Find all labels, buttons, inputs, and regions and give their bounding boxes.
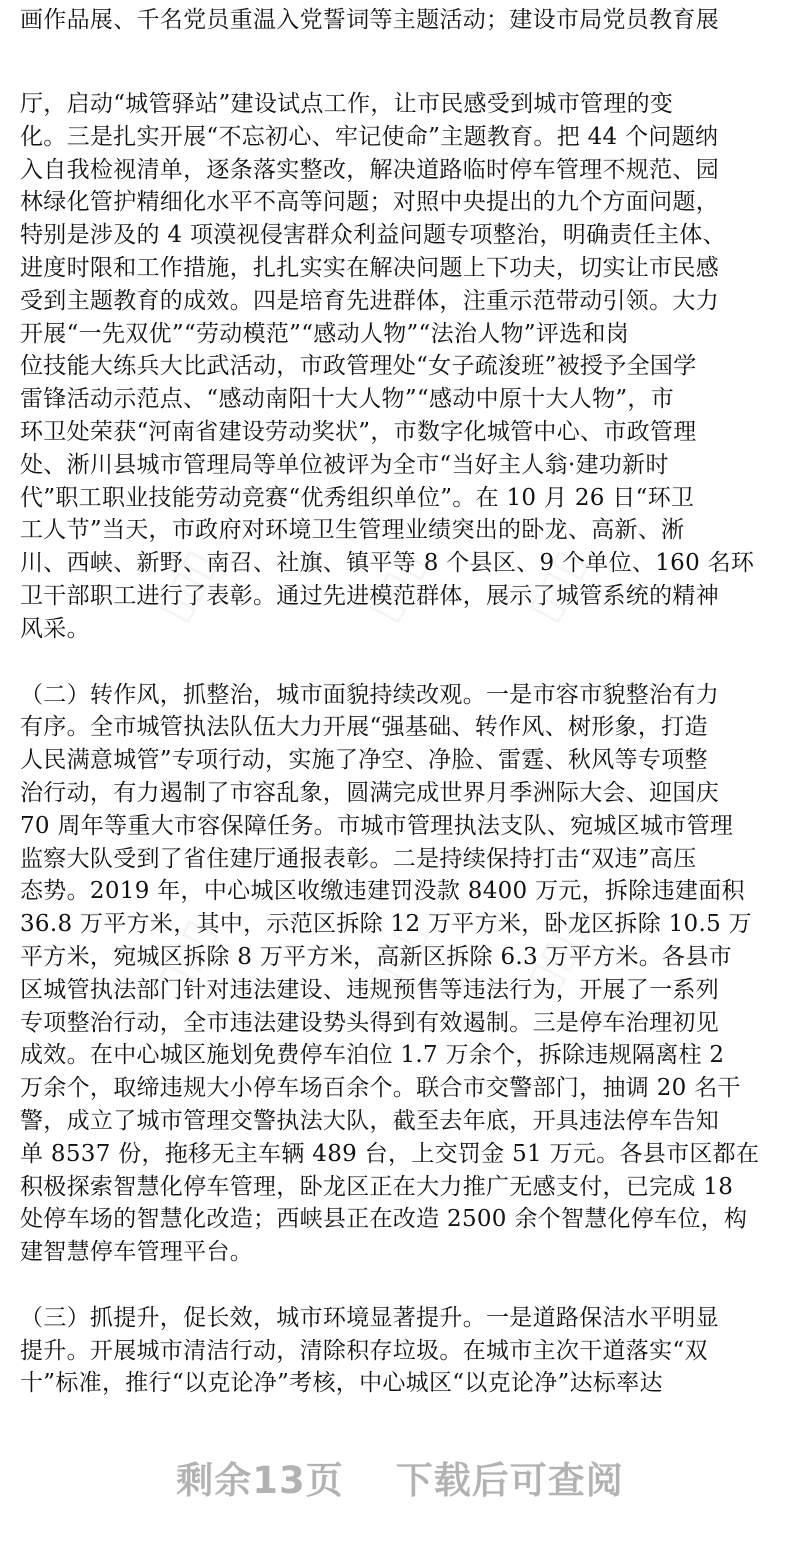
page-top-line: 画作品展、千名党员重温入党誓词等主题活动；建设市局党员教育展 [20, 7, 719, 33]
watermark: ▯▯▯ [516, 541, 596, 630]
watermark: ▯▯▯ [356, 541, 436, 630]
download-prompt[interactable] [0, 1450, 800, 1504]
paragraph-environment: （三）抓提升，促长效，城市环境显著提升。一是道路保洁水平明显 提升。开展城市清洁行动，清除积存垃圾。在城市主次干道落实“双 十”标准，推行“以克论净”考核，中心城区“以克论净”达标率达 [20, 1304, 719, 1397]
watermark: ▯▯▯ [146, 541, 226, 630]
remaining-pages-label[interactable]: 剩余13页 [176, 1459, 344, 1502]
watermark: ▯▯▯ [516, 911, 596, 1000]
watermark: ▯▯▯ [146, 911, 226, 1000]
download-to-view-label[interactable]: 下载后可查阅 [395, 1459, 624, 1502]
watermark: ▯▯▯ [356, 911, 436, 1000]
paragraph-party-building: 厅，启动“城管驿站”建设试点工作，让市民感受到城市管理的变 化。三是扎实开展“不忘初心、牢记使命”主题教育。把 44 个问题纳 入自我检视清单，逐条落实整改，解决道路临时停车管理不规范、园 林绿化管护精细化水平不高等问题；对照中央提出的九个方面问题， 特别是涉及的 4 项漠视侵害群众利益问题专项整治，明确责任主体、 进度时限和工作措施，扎扎实实在解决问题上下功夫，切实让市民感 受到主题教育的成效。四是培育先进群体，注重示范带动引领。大力 开展“一先双优”“劳动模范”“感动人物”“法治人物”评选和岗 位技能大练兵大比武活动，市政管理处“女子疏浚班”被授予全国学 雷锋活动示范点、“感动南阳十大人物”“感动中原十大人物”，市 环卫处荣获“河南省建设劳动奖状”，市数字化城管中心、市政管理 处、淅川县城市管理局等单位被评为全市“当好主人翁·建功新时 代”职工职业技能劳动竞赛“优秀组织单位”。在 10 月 26 日“环卫 工人节”当天，市政府对环境卫生管理业绩突出的卧龙、高新、淅 川、西峡、新野、南召、社旗、镇平等 8 个县区、9 个单位、160 名环 卫干部职工进行了表彰。通过先进模范群体，展示了城管系统的精神 风采。 [20, 91, 755, 642]
paragraph-city-appearance: （二）转作风，抓整治，城市面貌持续改观。一是市容市貌整治有力 有序。全市城管执法队伍大力开展“强基础、转作风、树形象，打造 人民满意城管”专项行动，实施了净空、净脸、雷霆、秋风等专项整 治行动，有力遏制了市容乱象，圆满完成世界月季洲际大会、迎国庆 70 周年等重大市容保障任务。市城市管理执法支队、宛城区城市管理 监察大队受到了省住建厅通报表彰。二是持续保持打击“双违”高压 态势。2019 年，中心城区收缴违建罚没款 8400 万元，拆除违建面积 36.8 万平方米，其中，示范区拆除 12 万平方米，卧龙区拆除 10.5 万 平方米，宛城区拆除 8 万平方米，高新区拆除 6.3 万平方米。各县市 区城管执法部门针对违法建设、违规预售等违法行为，开展了一系列 专项整治行动，全市违法建设势头得到有效遏制。三是停车治理初见 成效。在中心城区施划免费停车泊位 1.7 万余个，拆除违规隔离柱 2 万余个，取缔违规大小停车场百余个。联合市交警部门，抽调 20 名干 警，成立了城市管理交警执法大队，截至去年底，开具违法停车告知 单 8537 份，拖移无主车辆 489 台，上交罚金 51 万元。各县市区都在 积极探索智慧化停车管理，卧龙区正在大力推广无感支付，已完成 18 处停车场的智慧化改造；西峡县正在改造 2500 余个智慧化停车位，构 建智慧停车管理平台。 [20, 681, 760, 1266]
document-body [20, 88, 785, 1433]
